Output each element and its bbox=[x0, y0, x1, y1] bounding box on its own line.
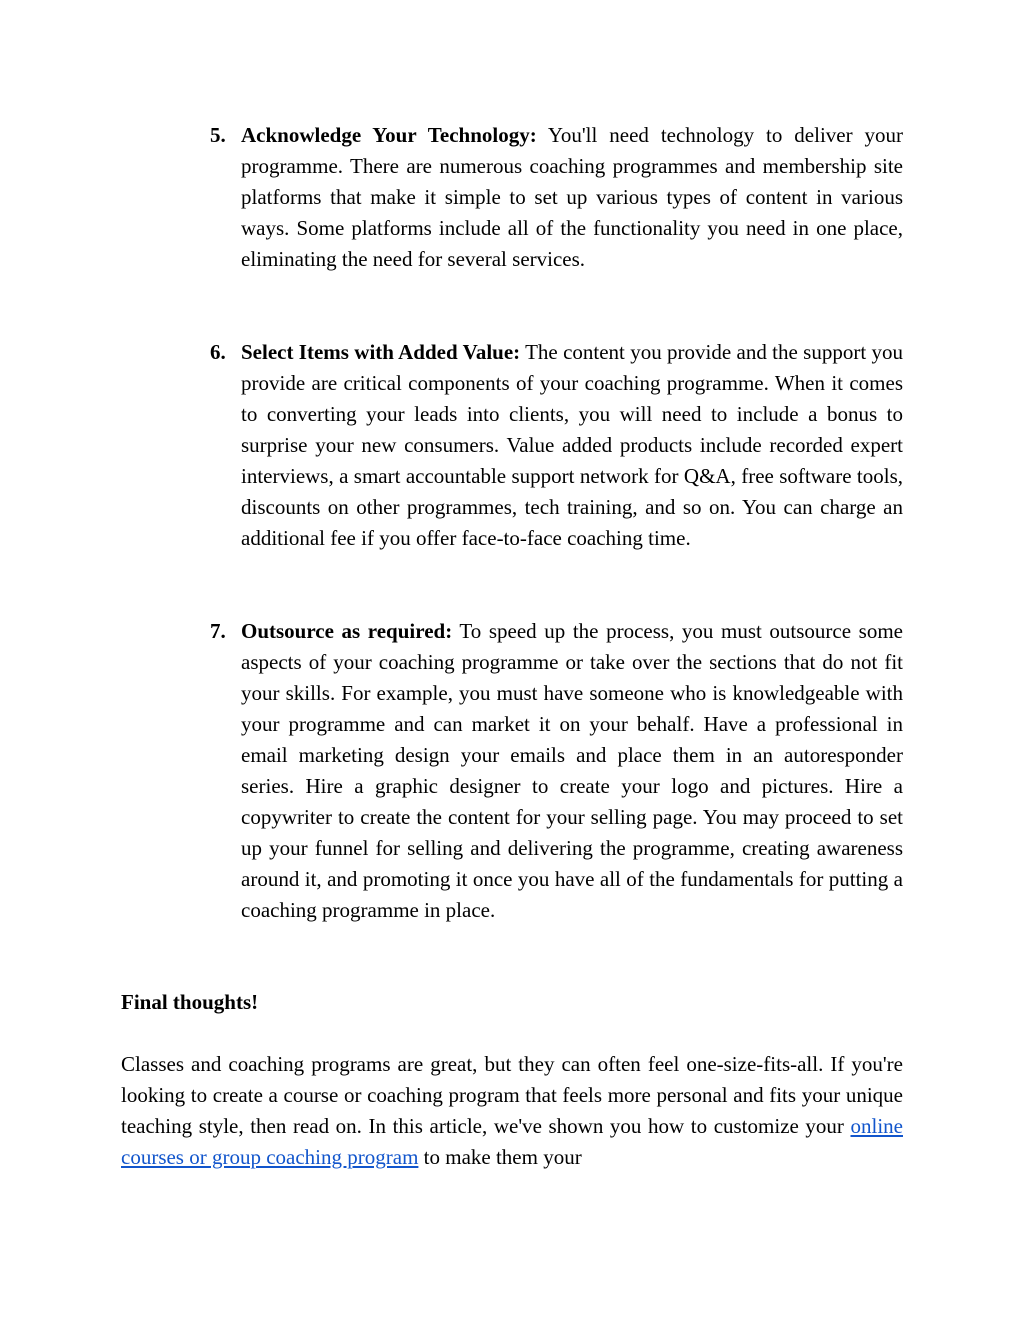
final-paragraph bbox=[121, 1049, 903, 1173]
list-item-5 bbox=[210, 120, 903, 275]
list-item-heading: Acknowledge Your Technology: bbox=[241, 123, 537, 147]
paragraph-text-continued: to make them your bbox=[418, 1145, 582, 1169]
list-number: 7. bbox=[210, 619, 226, 643]
paragraph-text: Classes and coaching programs are great, but they can often feel one-size-fits-all. If you're looking to create a course or coaching program that feels more personal and fits your unique teaching style, then read on. In this article, we've shown you how to customize your bbox=[121, 1052, 903, 1138]
list-item-6 bbox=[210, 337, 903, 554]
online-courses-link[interactable]: online courses or group coaching program bbox=[121, 1114, 903, 1169]
list-number: 6. bbox=[210, 340, 226, 364]
list-item-body: To speed up the process, you must outsource some aspects of your coaching programme or take over the sections that do not fit your skills. For example, you must have someone who is knowledgeable with your programme and can market it on your behalf. Have a professional in email marketing design your emails and place them in an autoresponder series. Hire a graphic designer to create your logo and pictures. Hire a copywriter to create the content for your selling page. You may proceed to set up your funnel for selling and delivering the programme, creating awareness around it, and promoting it once you have all of the fundamentals for putting a coaching programme in place. bbox=[241, 619, 903, 922]
list-number: 5. bbox=[210, 123, 226, 147]
list-item-body: You'll need technology to deliver your programme. There are numerous coaching programmes and membership site platforms that make it simple to set up various types of content in various ways. Some platforms include all of the functionality you need in one place, eliminating the need for several services. bbox=[241, 123, 903, 271]
list-item-7 bbox=[210, 616, 903, 926]
list-item-body: The content you provide and the support you provide are critical components of your coaching programme. When it comes to converting your leads into clients, you will need to include a bonus to surprise your new consumers. Value added products include recorded expert interviews, a smart accountable support network for Q&A, free software tools, discounts on other programmes, tech training, and so on. You can charge an additional fee if you offer face-to-face coaching time. bbox=[241, 340, 903, 550]
list-item-heading: Select Items with Added Value: bbox=[241, 340, 521, 364]
section-heading-final-thoughts: Final thoughts! bbox=[121, 990, 259, 1014]
list-item-heading: Outsource as required: bbox=[241, 619, 453, 643]
